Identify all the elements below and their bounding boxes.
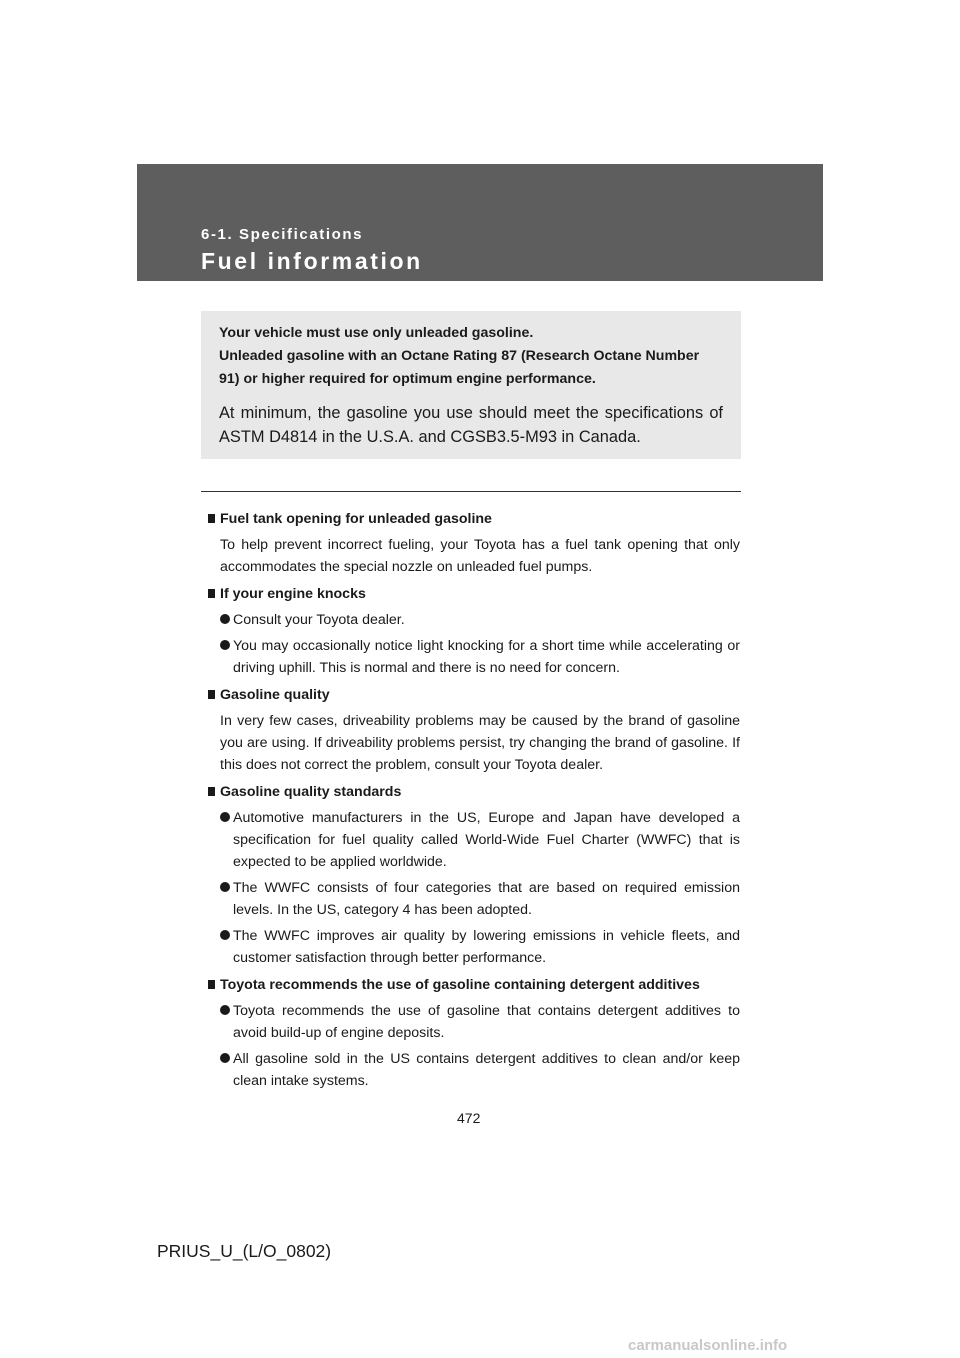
- notice-body: At minimum, the gasoline you use should meet the specifications of ASTM D4814 in the U.S.A. and CGSB3.5-M93 in Canada.: [219, 404, 723, 446]
- notice-line-1: Your vehicle must use only unleaded gasoline.: [219, 325, 534, 341]
- list-item-text: Consult your Toyota dealer.: [233, 612, 405, 628]
- document-code: PRIUS_U_(L/O_0802): [157, 1241, 332, 1261]
- list-item: [220, 609, 740, 631]
- list-item: [220, 1048, 740, 1092]
- list-item: [220, 807, 740, 873]
- section-heading: [208, 508, 740, 530]
- list-item-text: All gasoline sold in the US contains detergent additives to clean and/or keep clean intake systems.: [233, 1051, 740, 1089]
- section-label: 6-1. Specifications: [201, 226, 364, 243]
- square-bullet-icon: [208, 980, 215, 989]
- circle-bullet-icon: [220, 882, 230, 892]
- section-heading-text: Fuel tank opening for unleaded gasoline: [220, 511, 492, 527]
- watermark: carmanualsonline.info: [628, 1337, 788, 1354]
- circle-bullet-icon: [220, 1053, 230, 1063]
- divider: [201, 491, 741, 492]
- section-paragraph: To help prevent incorrect fueling, your Toyota has a fuel tank opening that only accommodates the special nozzle on unleaded fuel pumps.: [220, 537, 740, 575]
- circle-bullet-icon: [220, 614, 230, 624]
- list-item-text: Toyota recommends the use of gasoline that contains detergent additives to avoid build-up of engine deposits.: [233, 1003, 740, 1041]
- page-title: Fuel information: [201, 248, 423, 274]
- list-item: [220, 925, 740, 969]
- list-item: [220, 635, 740, 679]
- circle-bullet-icon: [220, 812, 230, 822]
- list-item-text: Automotive manufacturers in the US, Europe and Japan have developed a specification for fuel quality called World-Wide Fuel Charter (WWFC) that is expected to be applied worldwide.: [233, 810, 740, 870]
- list-item-text: The WWFC consists of four categories that are based on required emission levels. In the US, category 4 has been adopted.: [233, 880, 740, 918]
- notice-line-2: Unleaded gasoline with an Octane Rating 87 (Research Octane Number 91) or higher required for optimum engine performance.: [219, 348, 700, 387]
- section-heading-text: Gasoline quality: [220, 687, 330, 703]
- section-heading-text: If your engine knocks: [220, 586, 366, 602]
- section-paragraph: In very few cases, driveability problems may be caused by the brand of gasoline you are using. If driveability problems persist, try changing the brand of gasoline. If this does not correct the problem, consult your Toyota dealer.: [220, 713, 740, 773]
- section-heading: [208, 684, 740, 706]
- circle-bullet-icon: [220, 640, 230, 650]
- circle-bullet-icon: [220, 930, 230, 940]
- main-content: [208, 508, 740, 1092]
- square-bullet-icon: [208, 589, 215, 598]
- square-bullet-icon: [208, 514, 215, 523]
- list-item: [220, 877, 740, 921]
- section-heading: [208, 583, 740, 605]
- page-number: 472: [457, 1110, 481, 1126]
- section-heading-text: Toyota recommends the use of gasoline containing detergent additives: [220, 977, 700, 993]
- list-item: [220, 1000, 740, 1044]
- list-item-text: You may occasionally notice light knocking for a short time while accelerating or driving uphill. This is normal and there is no need for concern.: [233, 638, 740, 676]
- section-heading: [208, 781, 740, 803]
- section-heading: [208, 974, 740, 996]
- square-bullet-icon: [208, 690, 215, 699]
- notice-box: [201, 311, 741, 459]
- circle-bullet-icon: [220, 1005, 230, 1015]
- square-bullet-icon: [208, 787, 215, 796]
- list-item-text: The WWFC improves air quality by lowering emissions in vehicle fleets, and customer satisfaction through better performance.: [233, 928, 740, 966]
- section-heading-text: Gasoline quality standards: [220, 784, 402, 800]
